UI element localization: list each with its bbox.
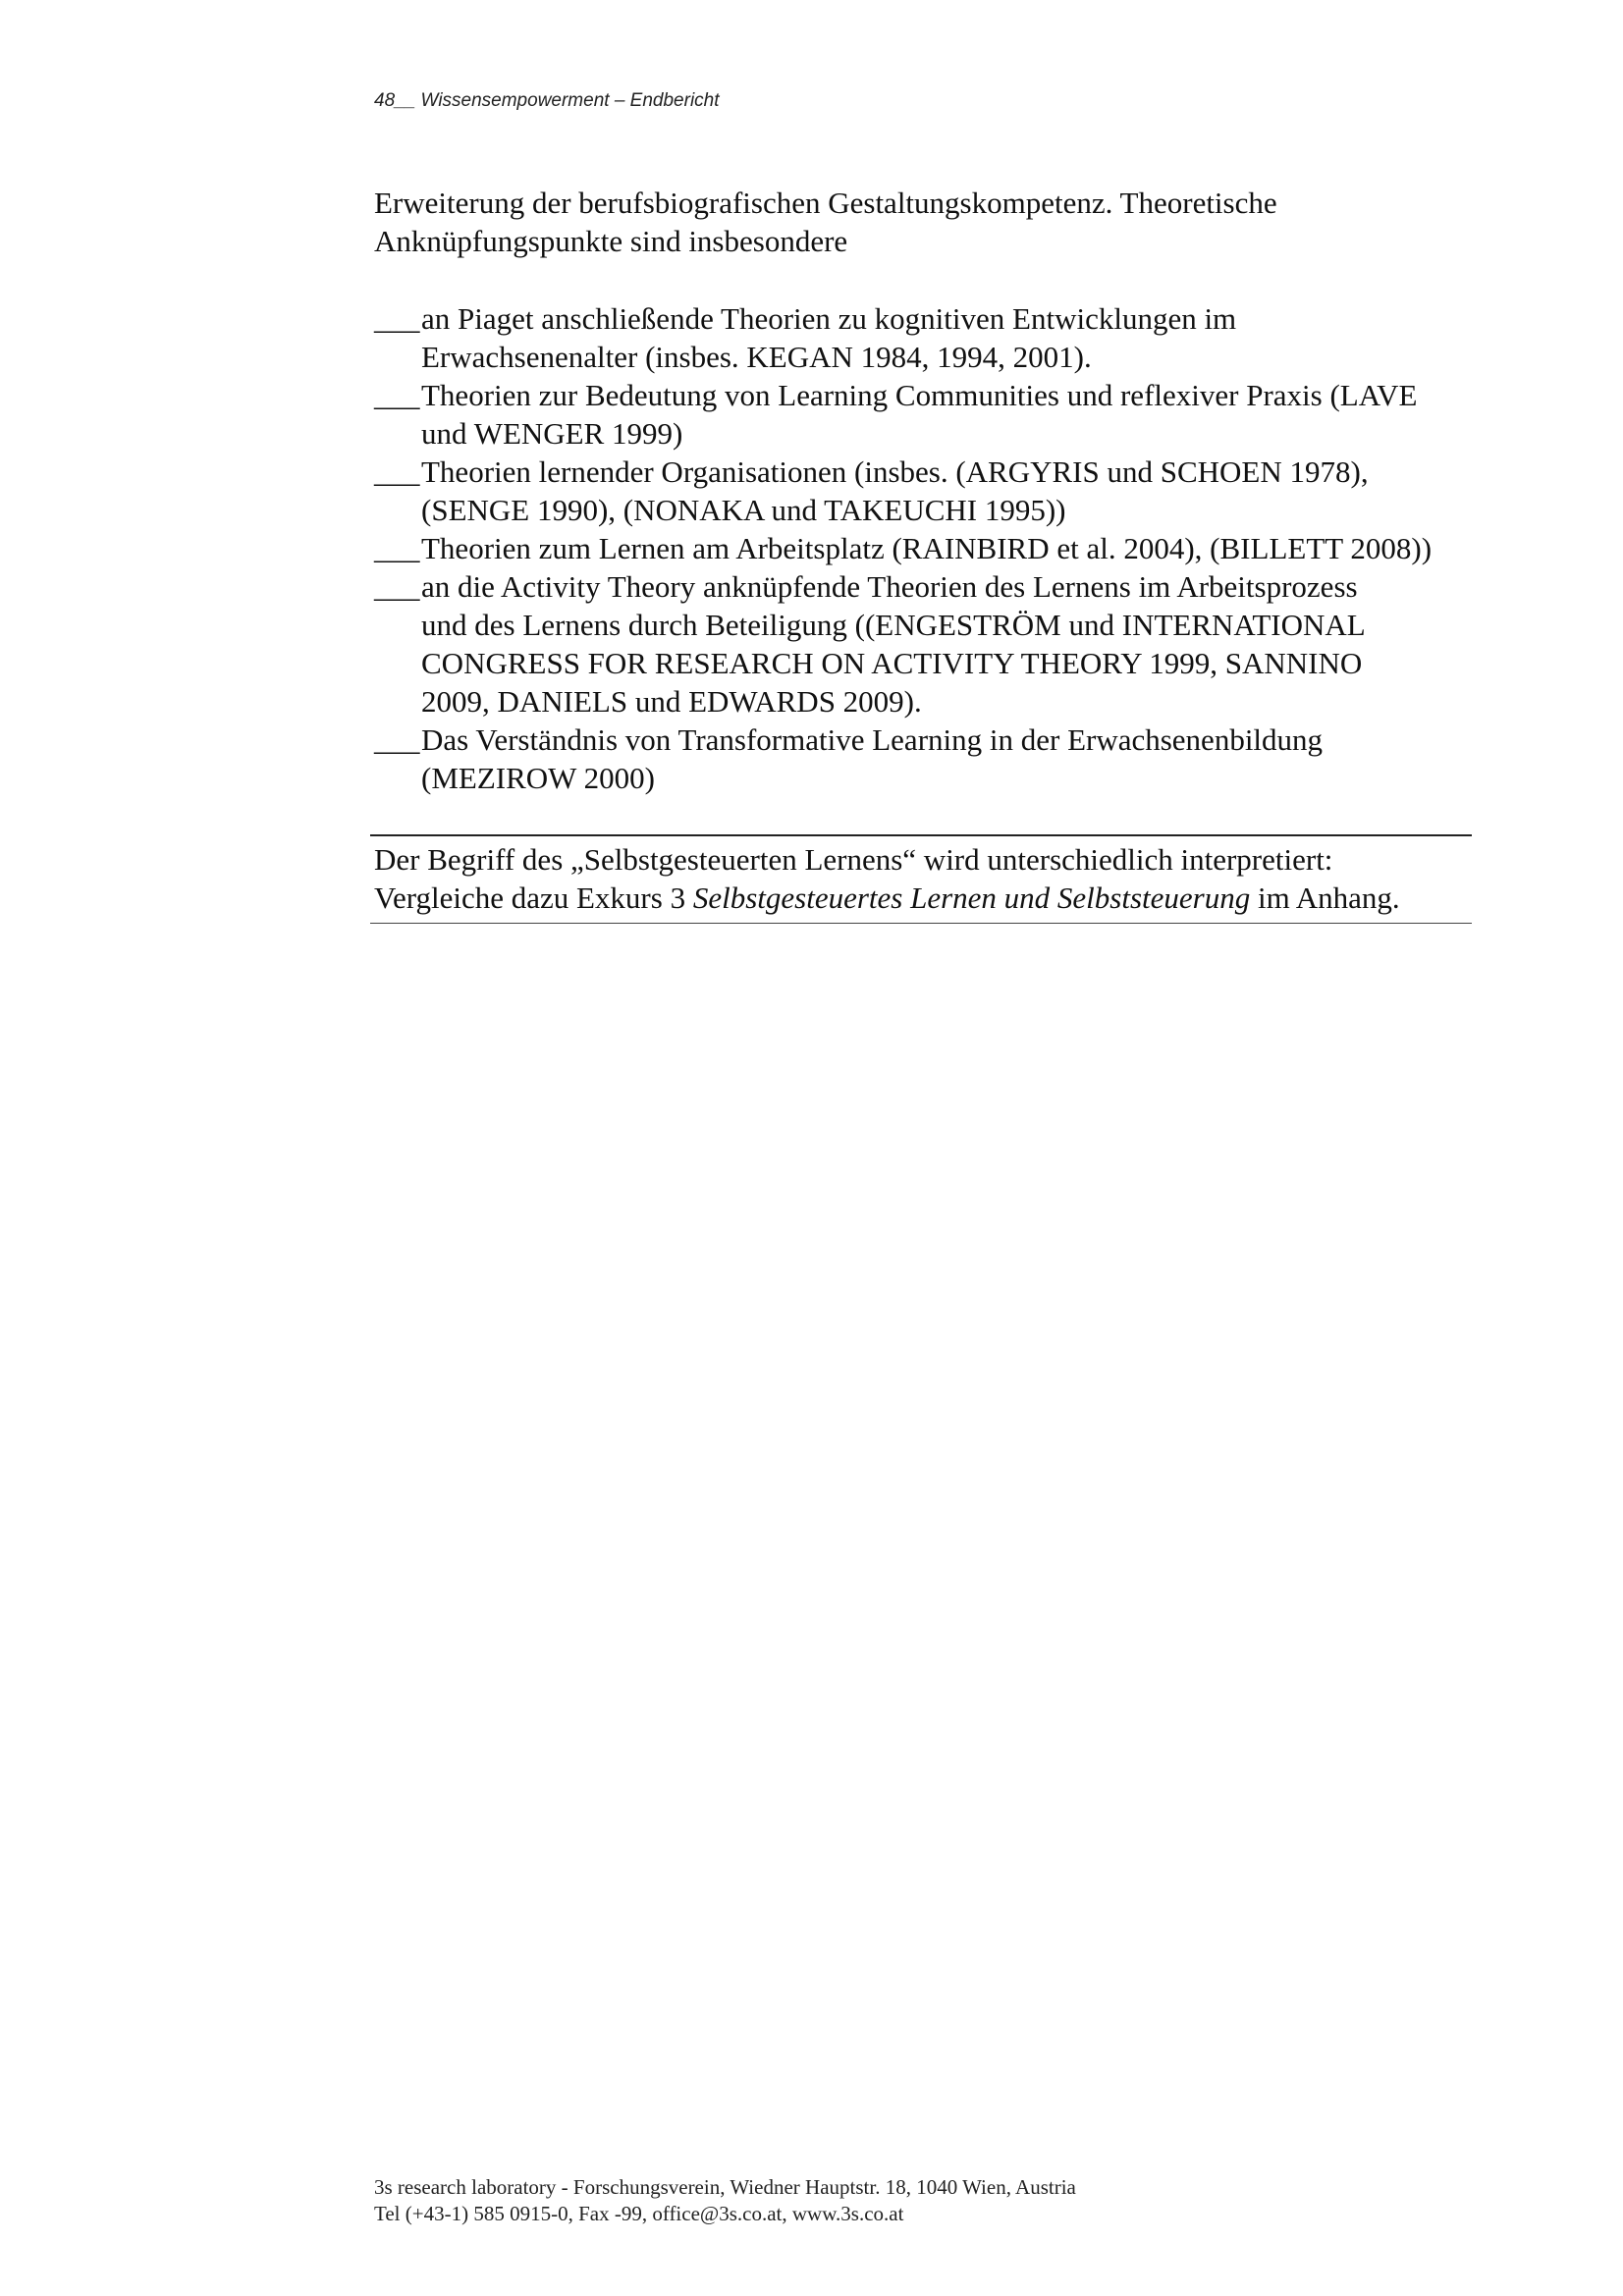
note-box (370, 834, 1472, 924)
list-item (374, 299, 1474, 376)
list-item-text: Erwachsenenalter (insbes. KEGAN 1984, 1994, 2001). (421, 340, 1092, 374)
list-item-text: Theorien lernender Organisationen (insbes. (ARGYRIS und SCHOEN 1978), (421, 454, 1369, 489)
list-item (374, 567, 1474, 721)
list-item-text: Das Verständnis von Transformative Learning in der Erwachsenenbildung (421, 722, 1324, 757)
page-footer (374, 2174, 1076, 2227)
list-item (374, 376, 1474, 453)
list-item (374, 721, 1474, 797)
reference-list (374, 299, 1474, 797)
list-item-text: an die Activity Theory anknüpfende Theorien des Lernens im Arbeitsprozess (421, 569, 1358, 604)
intro-paragraph (374, 184, 1474, 260)
note-line (374, 879, 1472, 917)
bullet-marker: ___ (374, 531, 420, 565)
bullet-marker: ___ (374, 454, 420, 489)
bullet-marker: ___ (374, 301, 420, 336)
bullet-marker: ___ (374, 722, 420, 757)
list-item-text: Theorien zum Lernen am Arbeitsplatz (RAINBIRD et al. 2004), (BILLETT 2008)) (421, 531, 1433, 565)
list-item (374, 529, 1474, 567)
footer-address: 3s research laboratory - Forschungsverein, Wiedner Hauptstr. 18, 1040 Wien, Austria (374, 2175, 1076, 2199)
bullet-marker: ___ (374, 378, 420, 412)
note-text: Vergleiche dazu Exkurs 3 (374, 881, 693, 915)
footer-contact: Tel (+43-1) 585 0915-0, Fax -99, office@3s.co.at, www.3s.co.at (374, 2202, 904, 2225)
intro-line: Erweiterung der berufsbiografischen Gestaltungskompetenz. Theoretische (374, 186, 1277, 220)
list-item-text: 2009, DANIELS und EDWARDS 2009). (421, 684, 922, 719)
list-item-text: und WENGER 1999) (421, 416, 683, 451)
note-text: im Anhang. (1250, 881, 1400, 915)
note-line: Der Begriff des „Selbstgesteuerten Lernens“ wird unterschiedlich interpretiert: (374, 842, 1333, 877)
list-item-text: an Piaget anschließende Theorien zu kognitiven Entwicklungen im (421, 301, 1237, 336)
list-item (374, 453, 1474, 529)
list-item-text: (MEZIROW 2000) (421, 761, 655, 795)
running-head: 48__ Wissensempowerment – Endbericht (374, 90, 720, 111)
bullet-marker: ___ (374, 569, 420, 604)
list-item-text: Theorien zur Bedeutung von Learning Communities und reflexiver Praxis (LAVE (421, 378, 1418, 412)
note-italic-title: Selbstgesteuertes Lernen und Selbststeuerung (692, 881, 1251, 915)
list-item-text: und des Lernens durch Beteiligung ((ENGESTRÖM und INTERNATIONAL (421, 608, 1366, 642)
intro-line: Anknüpfungspunkte sind insbesondere (374, 224, 848, 258)
list-item-text: CONGRESS FOR RESEARCH ON ACTIVITY THEORY 1999, SANNINO (421, 646, 1363, 680)
list-item-text: (SENGE 1990), (NONAKA und TAKEUCHI 1995)) (421, 493, 1066, 527)
